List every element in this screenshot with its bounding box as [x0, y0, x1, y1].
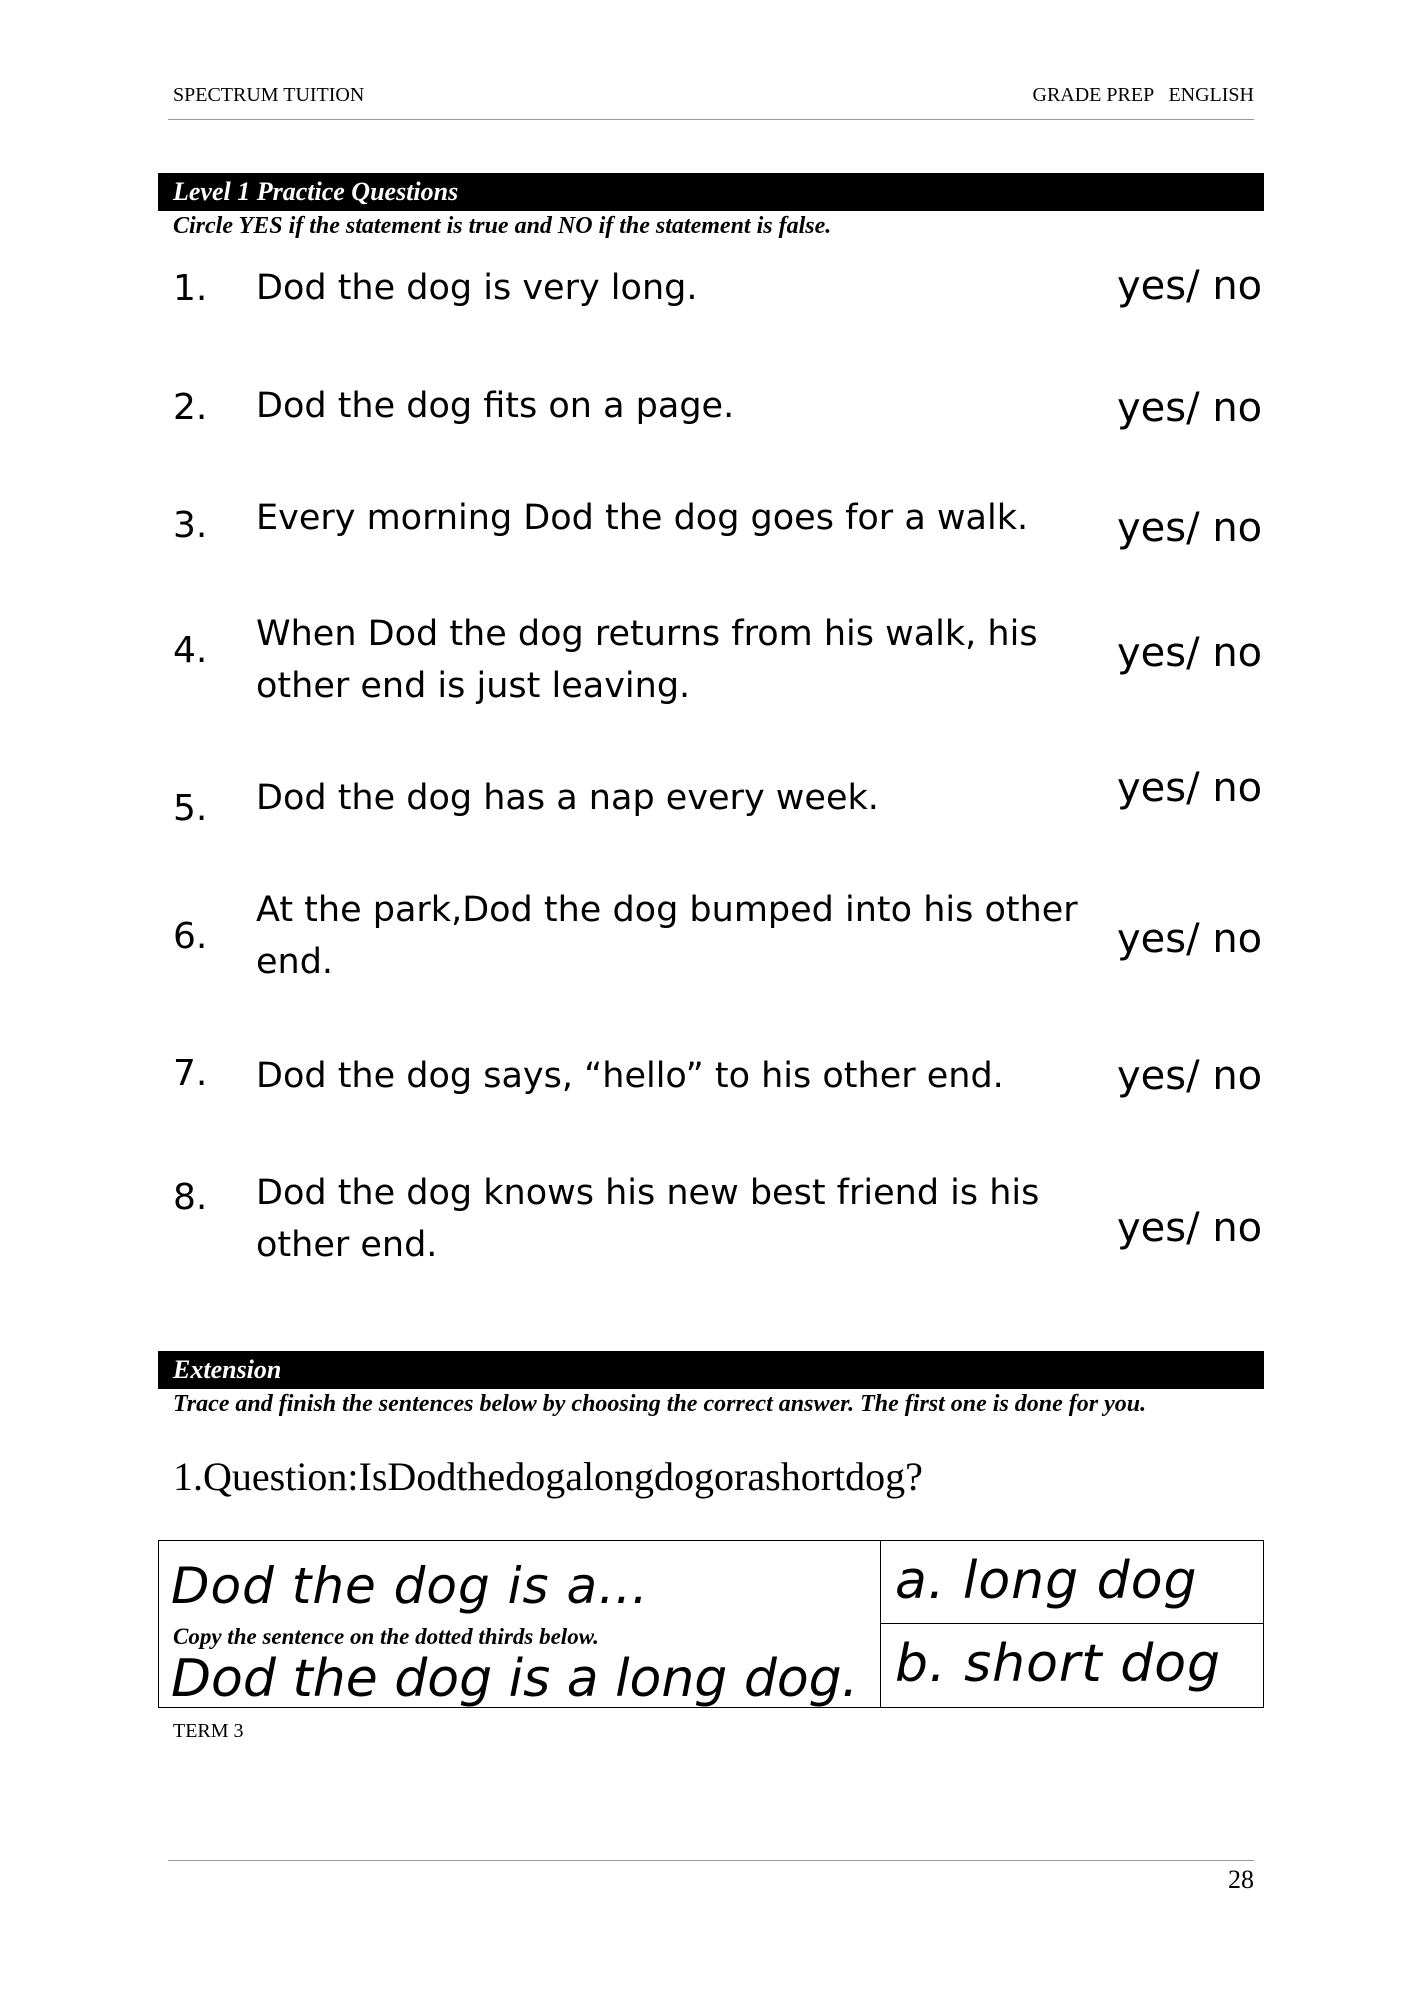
question-number: 8. [173, 1177, 208, 1218]
question-text: Dod the dog is very long. [256, 268, 698, 308]
question-number: 2. [173, 387, 208, 428]
yes-no-answer[interactable]: yes/ no [1117, 1205, 1263, 1251]
copy-instruction: Copy the sentence on the dotted thirds below. [173, 1624, 599, 1649]
question-text: Dod the dog has a nap every week. [256, 778, 879, 818]
question-number: 4. [173, 630, 208, 671]
extension-question: 1.Question:IsDodthedogalongdogorashortdog? [173, 1454, 923, 1499]
question-number: 3. [173, 505, 208, 546]
option-b[interactable]: b. short dog [895, 1634, 1222, 1694]
option-a[interactable]: a. long dog [895, 1551, 1198, 1611]
yes-no-answer[interactable]: yes/ no [1117, 630, 1263, 676]
footer-term: TERM 3 [173, 1720, 244, 1742]
question-text: Every morning Dod the dog goes for a walk. [256, 498, 1029, 538]
question-text: Dod the dog says, “hello” to his other end. [256, 1056, 1004, 1096]
answer-table [158, 1540, 1264, 1708]
yes-no-answer[interactable]: yes/ no [1117, 263, 1263, 309]
practice-instruction: Circle YES if the statement is true and NO if the statement is false. [173, 213, 832, 239]
question-text: When Dod the dog returns from his walk, his other end is just leaving. [256, 614, 1038, 706]
footer-divider [168, 1860, 1254, 1861]
section-title-extension: Extension [158, 1351, 1264, 1389]
yes-no-answer[interactable]: yes/ no [1117, 916, 1263, 962]
extension-instruction: Trace and finish the sentences below by choosing the correct answer. The first one is done for you. [173, 1391, 1147, 1417]
header-grade-subject: GRADE PREP ENGLISH [1032, 84, 1254, 106]
question-number: 1. [173, 268, 208, 309]
yes-no-answer[interactable]: yes/ no [1117, 765, 1263, 811]
sentence-stem: Dod the dog is a… [171, 1557, 650, 1615]
yes-no-answer[interactable]: yes/ no [1117, 1053, 1263, 1099]
header-divider [168, 119, 1254, 120]
trace-sentence[interactable]: Dod the dog is a long dog. [171, 1649, 859, 1709]
yes-no-answer[interactable]: yes/ no [1117, 385, 1263, 431]
question-text: At the park,Dod the dog bumped into his other end. [256, 890, 1078, 982]
question-number: 5. [173, 788, 208, 829]
yes-no-answer[interactable]: yes/ no [1117, 505, 1263, 551]
header-school-name: SPECTRUM TUITION [173, 84, 365, 106]
page-number: 28 [1228, 1865, 1254, 1894]
section-title-practice: Level 1 Practice Questions [158, 173, 1264, 211]
question-number: 6. [173, 916, 208, 957]
option-b-cell[interactable] [881, 1624, 1263, 1707]
question-text: Dod the dog fits on a page. [256, 386, 735, 426]
option-a-cell[interactable] [881, 1541, 1263, 1624]
question-text: Dod the dog knows his new best friend is his other end. [256, 1173, 1040, 1265]
question-number: 7. [173, 1053, 208, 1094]
sentence-cell [159, 1541, 881, 1707]
